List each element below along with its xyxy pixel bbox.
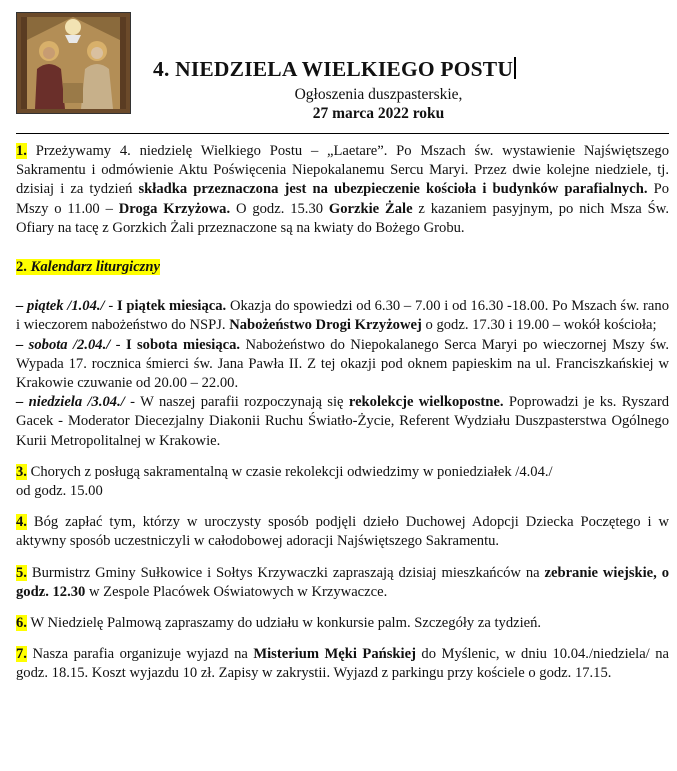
calendar-saturday: – sobota /2.04./ - I sobota miesiąca. Nabożeństwo do Niepokalanego Serca Maryi po wieczornej Mszy św. Wypada 17. rocznica śmierci św. Jana Pawła II. Z tej okazji pod oknem papieskim na ul. Franciszkańskiej w Krakowie czuwanie od 20.00 – 22.00. xyxy=(16,336,669,392)
text-cursor xyxy=(514,57,516,79)
announcement-7: 7. Nasza parafia organizuje wyjazd na Misterium Męki Pańskiej do Myślenic, w dniu 10.04./niedziela/ na godz. 18.15. Koszt wyjazdu 10 zł. Zapisy w zakrystii. Wyjazd z parkingu przy kościele o godz. 17.15. xyxy=(16,646,669,682)
item-number: 1. xyxy=(16,143,27,159)
announcement-6: 6. W Niedzielę Palmową zapraszamy do udziału w konkursie palm. Szczegóły za tydzień. xyxy=(16,615,542,632)
item-number: 7. xyxy=(16,646,27,663)
item-number: 5. xyxy=(16,564,27,581)
item-number: 6. xyxy=(16,615,27,632)
calendar-friday: – piątek /1.04./ - I piątek miesiąca. Okazja do spowiedzi od 6.30 – 7.00 i od 16.30 -18.00. Po Mszach św. rano i wieczorem nabożeństwo do NSPJ. Nabożeństwo Drogi Krzyżowej o godz. 17.30 i 19.00 – wokół kościoła; xyxy=(16,298,669,334)
announcement-2-heading xyxy=(16,258,669,277)
subtitle: Ogłoszenia duszpasterskie, xyxy=(294,86,463,103)
announcement-5: 5. Burmistrz Gminy Sułkowice i Sołtys Krzywaczki zapraszają dzisiaj mieszkańców na zebranie wiejskie, o godz. 12.30 w Zespole Placówek Oświatowych w Krzywaczce. xyxy=(16,564,670,600)
announcements xyxy=(16,142,669,684)
calendar-heading: 2. Kalendarz liturgiczny xyxy=(16,259,160,276)
announcement-4: 4. Bóg zapłać tym, którzy w uroczysty sposób podjęli dzieło Duchowej Adopcji Dziecka Poczętego i w aktywny sposób uczestniczyli w całodobowej adoracji Najświętszego Sakramentu. xyxy=(16,514,669,550)
date: 27 marca 2022 roku xyxy=(312,105,445,122)
announcement-1: 1. Przeżywamy 4. niedzielę Wielkiego Postu – „Laetare”. Po Mszach św. wystawienie Najświętszego Sakramentu i odmówienie Aktu Poświęcenia Niepokalanemu Sercu Maryi. Przez dwie kolejne niedziele, tj. dzisiaj i za tydzień składka przeznaczona jest na ubezpieczenie kościoła i budynków parafialnych. Po Mszy o 11.00 – Droga Krzyżowa. O godz. 15.30 Gorzkie Żale z kazaniem pasyjnym, po nich Msza Św. Ofiary na tacę z Gorzkich Żali przeznaczone są na kwiaty do Bożego Grobu. xyxy=(16,143,670,236)
page-title: 4. NIEDZIELA WIELKIEGO POSTU xyxy=(153,57,516,82)
calendar-sunday: – niedziela /3.04./ - W naszej parafii rozpoczynają się rekolekcje wielkopostne. Poprowadzi je ks. Ryszard Gacek - Moderator Diecezjalny Diakonii Ruchu Światło-Życie, Referent Wydziału Duszpasterstwa Ogólnego Kurii Metropolitalnej w Krakowie. xyxy=(16,394,670,449)
item-number: 3. xyxy=(16,463,27,480)
divider xyxy=(16,133,669,134)
item-number: 4. xyxy=(16,514,27,531)
announcement-3: 3. Chorych z posługą sakramentalną w czasie rekolekcji odwiedzimy w poniedziałek /4.04./ od godz. 15.00 xyxy=(16,463,553,500)
